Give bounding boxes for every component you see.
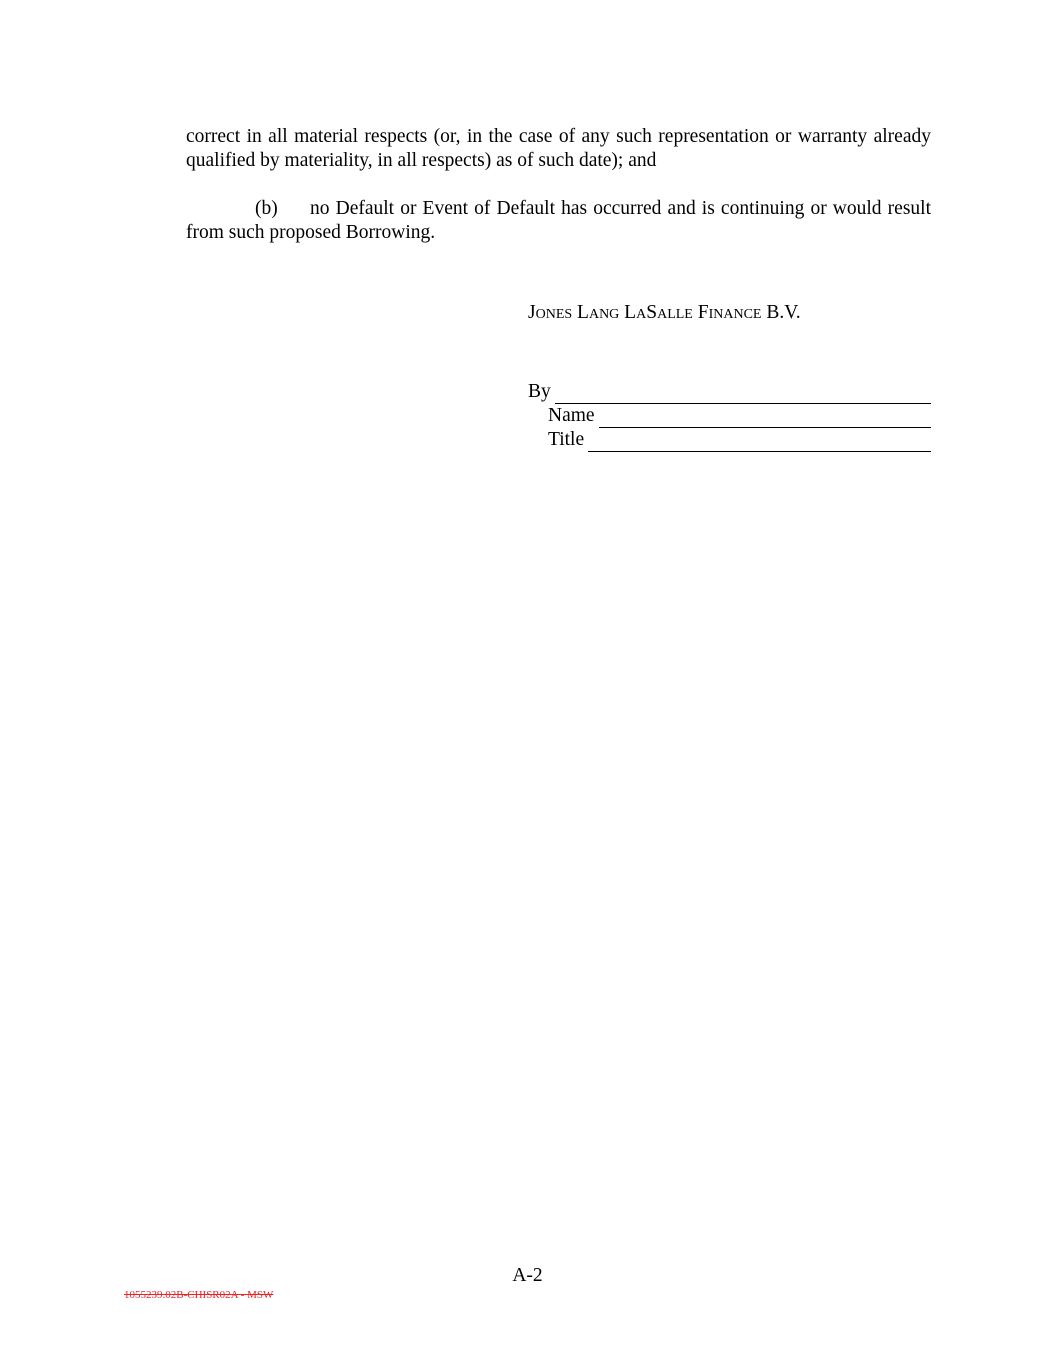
signature-name-line — [548, 404, 931, 428]
title-label: Title — [548, 429, 585, 450]
item-b-text: no Default or Event of Default has occurred and is continuing or would result from such proposed Borrowing. — [186, 198, 931, 243]
document-id: 1055239.02B-CHISR02A - MSW — [124, 1289, 274, 1301]
paragraph-item-b — [186, 197, 931, 245]
title-blank — [588, 433, 931, 452]
paragraph-continuation: correct in all material respects (or, in the case of any such representation or warranty already qualified by materiality, in all respects) as of such date); and — [186, 126, 931, 171]
name-label: Name — [548, 405, 595, 426]
signature-title-line — [548, 428, 931, 452]
signature-by-line — [528, 380, 931, 404]
page-number: A-2 — [512, 1265, 543, 1286]
company-name: Jones Lang LaSalle Finance B.V. — [528, 302, 801, 323]
by-blank — [555, 385, 931, 404]
item-marker: (b) — [255, 198, 278, 219]
name-blank — [599, 409, 931, 428]
by-label: By — [528, 381, 551, 402]
